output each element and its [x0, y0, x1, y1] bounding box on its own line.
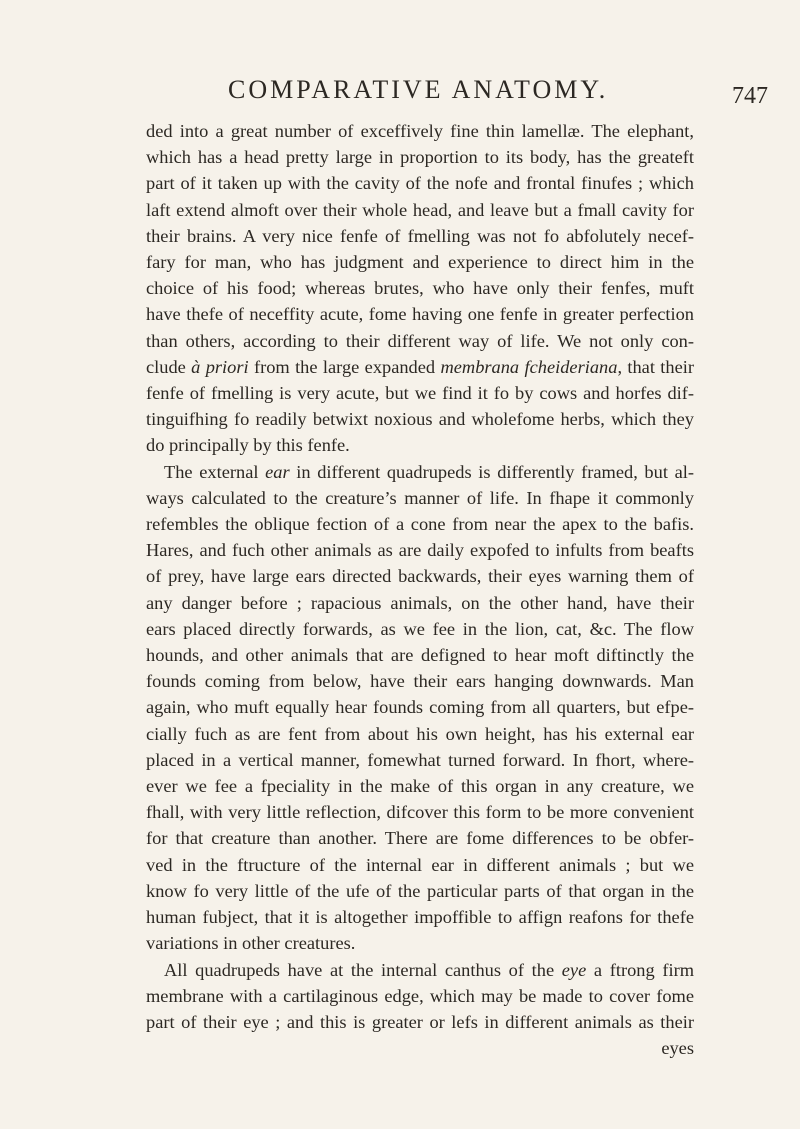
text-segment: know fo very little of the ufe of the particular parts of that organ in the	[146, 880, 694, 901]
text-line	[146, 511, 694, 537]
text-segment: in different quadrupeds is differently framed, but al-	[289, 461, 694, 482]
page-header	[0, 75, 800, 115]
text-line	[146, 642, 694, 668]
body-text	[146, 118, 694, 1061]
text-line	[146, 380, 694, 406]
text-segment: of prey, have large ears directed backwards, their eyes warning them of	[146, 566, 694, 587]
italic-term: membrana fcheideriana	[440, 356, 618, 377]
page-number: 747	[732, 83, 768, 109]
text-segment: variations in other creatures.	[146, 933, 356, 954]
text-segment: ved in the ftructure of the internal ear in different animals ; but we	[146, 854, 694, 875]
italic-term: à priori	[191, 356, 249, 377]
text-line	[146, 537, 694, 563]
text-line	[146, 1009, 694, 1035]
text-line	[146, 721, 694, 747]
text-line	[146, 747, 694, 773]
text-segment: , that their	[617, 356, 694, 377]
running-title: COMPARATIVE ANATOMY.	[228, 75, 609, 104]
italic-term: eye	[561, 959, 587, 980]
text-segment: from the large expanded	[248, 356, 441, 377]
text-segment: which has a head pretty large in proportion to its body, has the greateft	[146, 147, 694, 168]
text-line	[146, 668, 694, 694]
text-segment: clude	[146, 356, 192, 377]
text-line	[146, 825, 694, 851]
text-segment: Hares, and fuch other animals as are daily expofed to infults from beafts	[146, 540, 694, 561]
text-segment: All quadrupeds have at the internal canthus of the	[164, 959, 562, 980]
text-line	[146, 930, 694, 956]
text-segment: part of it taken up with the cavity of the nofe and frontal finufes ; which	[146, 173, 694, 194]
text-segment: part of their eye ; and this is greater or lefs in different animals as their	[146, 1011, 694, 1032]
text-line	[146, 904, 694, 930]
text-segment: tinguifhing fo readily betwixt noxious and wholefome herbs, which they	[146, 409, 694, 430]
text-line	[146, 406, 694, 432]
text-line	[146, 301, 694, 327]
text-segment: laft extend almoft over their whole head, and leave but a fmall cavity for	[146, 199, 694, 220]
text-segment: ways calculated to the creature’s manner of life. In fhape it commonly	[146, 487, 694, 508]
text-segment: fenfe of fmelling is very acute, but we find it fo by cows and horfes dif-	[146, 383, 694, 404]
text-segment: The external	[164, 461, 266, 482]
text-segment: human fubject, that it is altogether impoffible to affign reafons for thefe	[146, 907, 694, 928]
text-line	[146, 878, 694, 904]
text-segment: again, who muft equally hear founds coming from all quarters, but efpe-	[146, 697, 694, 718]
text-line	[146, 249, 694, 275]
text-segment: ded into a great number of exceffively fine thin lamellæ. The elephant,	[146, 121, 694, 141]
text-segment: refembles the oblique fection of a cone from near the apex to the bafis.	[146, 514, 694, 535]
text-segment: than others, according to their different way of life. We not only con-	[146, 330, 694, 351]
text-line	[146, 590, 694, 616]
text-line	[146, 694, 694, 720]
text-segment: hounds, and other animals that are defigned to hear moft diftinctly the	[146, 645, 694, 666]
text-segment: cially fuch as are fent from about his own height, has his external ear	[146, 723, 694, 744]
text-segment: fhall, with very little reflection, difcover this form to be more convenient	[146, 802, 694, 823]
text-line	[146, 223, 694, 249]
text-line	[146, 852, 694, 878]
text-line	[146, 773, 694, 799]
text-line	[146, 354, 694, 380]
text-line	[146, 275, 694, 301]
catchword: eyes	[661, 1038, 694, 1059]
text-line	[146, 328, 694, 354]
text-line	[146, 118, 694, 144]
text-segment: for that creature than another. There are fome differences to be obfer-	[146, 828, 694, 849]
italic-term: ear	[265, 461, 290, 482]
text-line	[146, 144, 694, 170]
text-segment: any danger before ; rapacious animals, on the other hand, have their	[146, 592, 694, 613]
text-line	[146, 432, 694, 458]
text-line	[146, 799, 694, 825]
text-segment: placed in a vertical manner, fomewhat turned forward. In fhort, where-	[146, 749, 694, 770]
text-segment: fary for man, who has judgment and experience to direct him in the	[146, 252, 694, 273]
text-segment: ever we fee a fpeciality in the make of this organ in any creature, we	[146, 776, 694, 797]
text-line	[146, 459, 694, 485]
text-line	[146, 197, 694, 223]
text-segment: choice of his food; whereas brutes, who have only their fenfes, muft	[146, 278, 694, 299]
text-line	[146, 170, 694, 196]
text-segment: do principally by this fenfe.	[146, 435, 350, 456]
text-segment: ears placed directly forwards, as we fee in the lion, cat, &c. The flow	[146, 618, 694, 639]
text-segment: their brains. A very nice fenfe of fmelling was not fo abfolutely necef-	[146, 225, 694, 246]
text-line	[146, 983, 694, 1009]
text-segment: founds coming from below, have their ears hanging downwards. Man	[146, 671, 694, 692]
text-segment: membrane with a cartilaginous edge, which may be made to cover fome	[146, 985, 694, 1006]
text-line	[146, 485, 694, 511]
text-segment: a ftrong firm	[586, 959, 694, 980]
text-line	[146, 957, 694, 983]
text-segment: have thefe of neceffity acute, fome having one fenfe in greater perfection	[146, 304, 694, 325]
text-line	[146, 563, 694, 589]
text-line	[146, 616, 694, 642]
